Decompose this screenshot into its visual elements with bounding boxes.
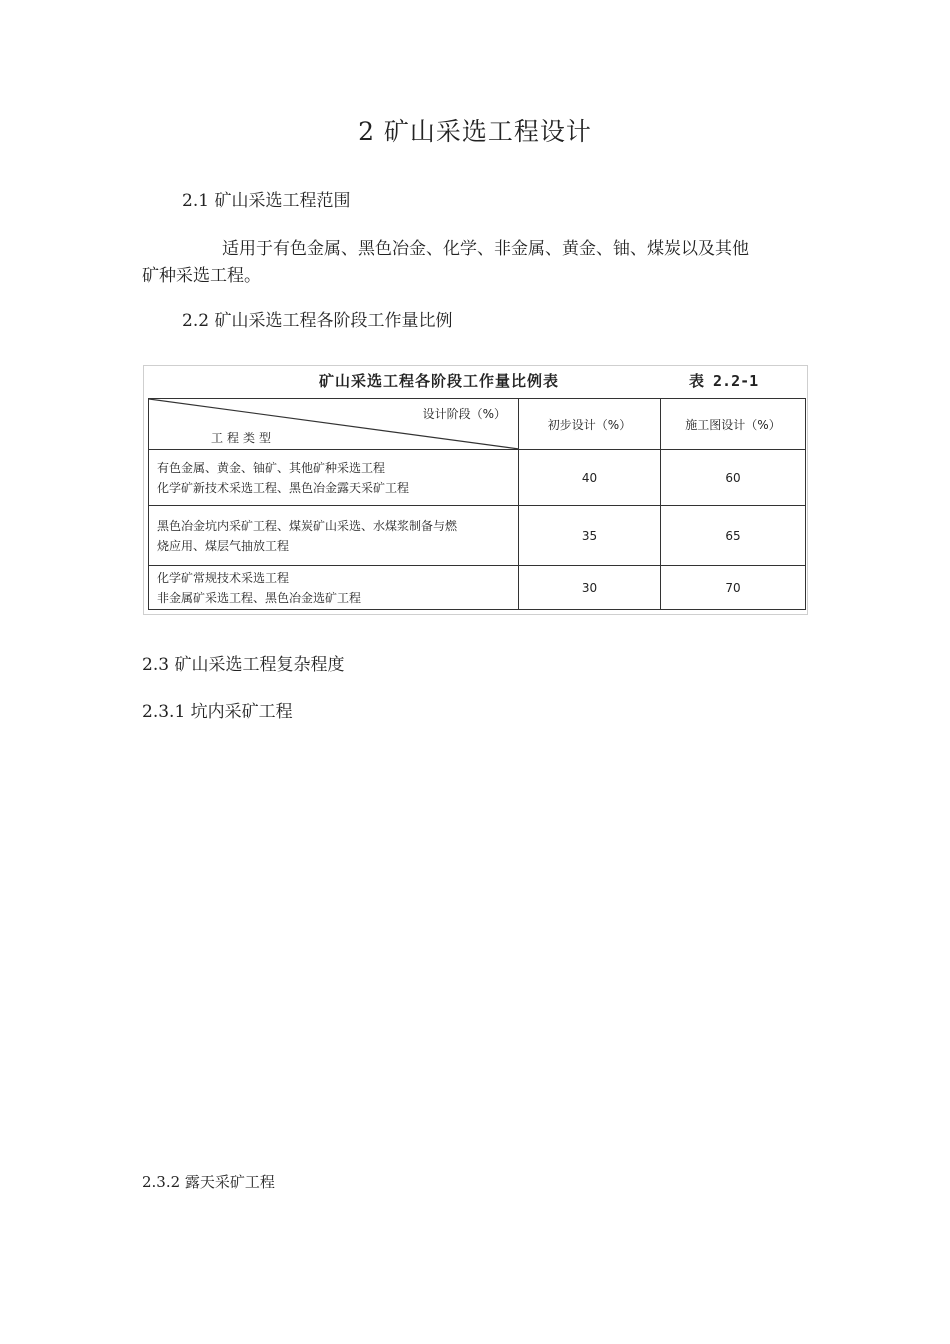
row-preliminary-value: 40 [519,450,661,506]
row-construction-value: 70 [661,566,806,610]
section-2-1-heading: 2.1 矿山采选工程范围 [182,191,351,211]
row-line: 非金属矿采选工程、黑色冶金选矿工程 [157,590,362,605]
row-project-types [149,506,519,566]
row-project-types [149,566,519,610]
table-title: 矿山采选工程各阶段工作量比例表 [319,372,560,390]
row-preliminary-value: 30 [519,566,661,610]
row-preliminary-value: 35 [519,506,661,566]
row-line: 化学矿常规技术采选工程 [157,570,290,585]
workload-ratio-table-figure [143,365,808,615]
header-preliminary: 初步设计（%） [519,399,661,450]
header-construction: 施工图设计（%） [661,399,806,450]
row-line: 有色金属、黄金、铀矿、其他矿种采选工程 [157,460,386,475]
row-line: 黑色冶金坑内采矿工程、煤炭矿山采选、水煤浆制备与燃 [157,518,458,533]
row-construction-value: 60 [661,450,806,506]
header-project-type: 工程类型 [211,431,276,445]
header-diagonal-cell [149,399,519,450]
scope-paragraph-line2: 矿种采选工程。 [142,266,261,286]
table-row [149,506,806,566]
table-row [149,450,806,506]
row-construction-value: 65 [661,506,806,566]
header-design-stage: 设计阶段（%） [422,407,506,421]
section-2-3-1-heading: 2.3.1 坑内采矿工程 [142,702,293,722]
table-row [149,566,806,610]
workload-ratio-table [148,398,806,610]
section-2-2-heading: 2.2 矿山采选工程各阶段工作量比例 [182,311,453,331]
table-header-row [149,399,806,450]
row-line: 化学矿新技术采选工程、黑色冶金露天采矿工程 [157,480,410,495]
page-title: 2 矿山采选工程设计 [358,117,592,146]
table-number: 表 2.2-1 [689,372,759,390]
scope-paragraph-line1: 适用于有色金属、黑色冶金、化学、非金属、黄金、铀、煤炭以及其他 [222,239,749,259]
row-line: 烧应用、煤层气抽放工程 [157,538,290,553]
section-2-3-heading: 2.3 矿山采选工程复杂程度 [142,655,345,675]
section-2-3-2-heading: 2.3.2 露天采矿工程 [142,1173,275,1191]
row-project-types [149,450,519,506]
